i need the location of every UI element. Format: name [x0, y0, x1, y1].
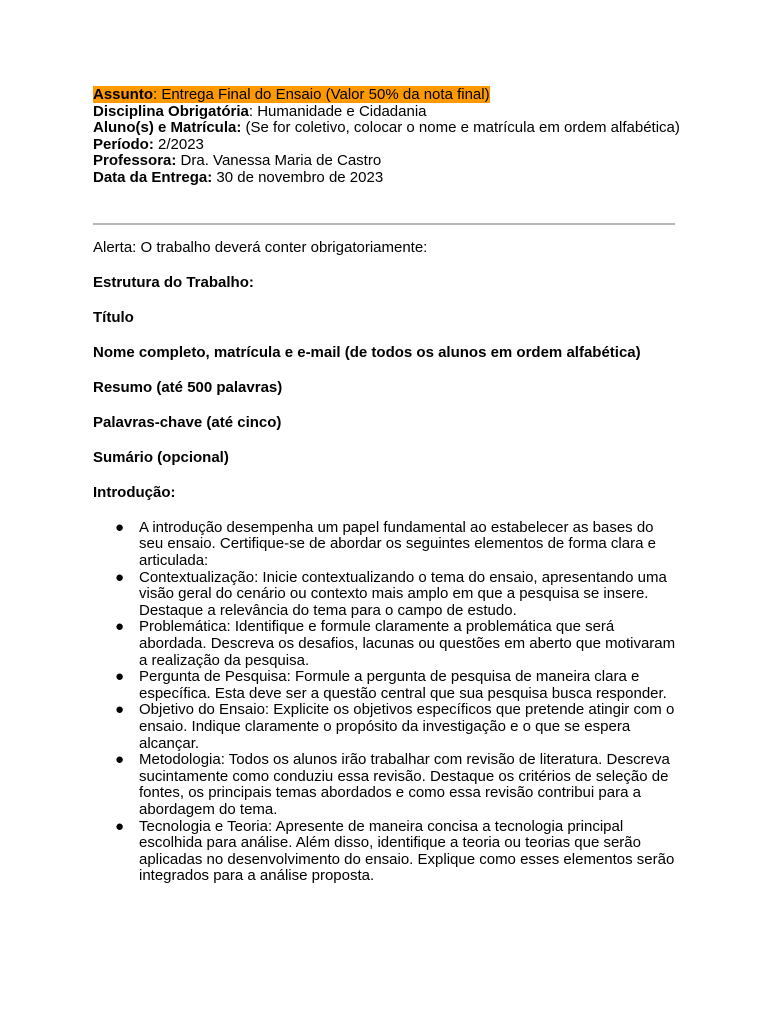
- list-item: [93, 819, 679, 885]
- horizontal-divider: [93, 223, 675, 225]
- resumo-heading: Resumo (até 500 palavras): [93, 378, 283, 396]
- introducao-heading: Introdução:: [93, 483, 176, 501]
- list-item: [93, 520, 679, 570]
- list-item-text: Contextualização: Inicie contextualizando o tema do ensaio, apresentando uma visão geral do cenário ou contexto mais amplo em que a pesquisa se insere. Destaque a relevância do tema para o campo de estudo.: [139, 568, 667, 619]
- alunos-value: (Se for coletivo, colocar o nome e matrícula em ordem alfabética): [241, 119, 680, 137]
- professora-value: Dra. Vanessa Maria de Castro: [176, 152, 382, 170]
- list-item: [93, 669, 679, 702]
- palavras-chave-heading: Palavras-chave (até cinco): [93, 413, 282, 431]
- assunto-highlight: [93, 86, 490, 103]
- alerta-text: Alerta: O trabalho deverá conter obrigatoriamente:: [93, 239, 428, 256]
- disciplina-label: Disciplina Obrigatória: [93, 102, 249, 120]
- data-entrega-value: 30 de novembro de 2023: [212, 168, 384, 186]
- list-item-text: Metodologia: Todos os alunos irão trabalhar com revisão de literatura. Descreva sucintamente como conduziu essa revisão. Destaque os critérios de seleção de fontes, os principais temas abordados e como essa revisão contribui para a abordagem do tema.: [139, 751, 670, 818]
- professora-label: Professora:: [93, 152, 177, 170]
- bullet-icon: ●: [115, 701, 125, 719]
- data-entrega-line: [93, 170, 693, 187]
- nome-heading: Nome completo, matrícula e e-mail (de todos os alunos em ordem alfabética): [93, 343, 641, 361]
- periodo-label: Período:: [93, 135, 154, 153]
- assunto-value: : Entrega Final do Ensaio (Valor 50% da nota final): [153, 86, 490, 103]
- data-entrega-label: Data da Entrega:: [93, 168, 213, 186]
- list-item-text: Tecnologia e Teoria: Apresente de maneira concisa a tecnologia principal escolhida para análise. Além disso, identifique a teoria ou teorias que serão aplicadas no desenvolvimento do ensaio. Explique como esses elementos serão integrados para a análise proposta.: [139, 817, 675, 885]
- bullet-icon: ●: [115, 751, 125, 769]
- bullet-icon: ●: [115, 668, 125, 686]
- document-body: [93, 240, 683, 885]
- professora-line: [93, 153, 693, 170]
- disciplina-line: [93, 104, 693, 121]
- periodo-line: [93, 137, 693, 154]
- assunto-line: [93, 87, 693, 104]
- list-item: [93, 752, 679, 818]
- list-item-text: Problemática: Identifique e formule claramente a problemática que será abordada. Descreva os desafios, lacunas ou questões em aberto que motivaram a realização da pesquisa.: [139, 618, 676, 669]
- alunos-label: Aluno(s) e Matrícula:: [93, 119, 242, 137]
- bullet-icon: ●: [115, 618, 125, 636]
- sumario-heading: Sumário (opcional): [93, 448, 229, 466]
- list-item: [93, 570, 679, 620]
- document-header: [93, 87, 693, 187]
- estrutura-heading: Estrutura do Trabalho:: [93, 273, 254, 291]
- introducao-bullet-list: [93, 520, 683, 885]
- titulo-heading: Título: [93, 308, 134, 326]
- list-item-text: A introdução desempenha um papel fundamental ao estabelecer as bases do seu ensaio. Certifique-se de abordar os seguintes elementos de forma clara e articulada:: [139, 518, 656, 570]
- list-item-text: Objetivo do Ensaio: Explicite os objetivos específicos que pretende atingir com o ensaio. Indique claramente o propósito da investigação e o que se espera alcançar.: [139, 701, 675, 752]
- list-item: [93, 619, 679, 669]
- list-item: [93, 702, 679, 752]
- alunos-line: [93, 120, 693, 137]
- bullet-icon: ●: [115, 568, 125, 586]
- periodo-value: 2/2023: [153, 135, 204, 153]
- list-item-text: Pergunta de Pesquisa: Formule a pergunta de pesquisa de maneira clara e específica. Esta deve ser a questão central que sua pesquisa busca responder.: [139, 668, 667, 702]
- disciplina-value: : Humanidade e Cidadania: [248, 102, 427, 120]
- assunto-label: Assunto: [93, 86, 153, 103]
- bullet-icon: ●: [115, 518, 125, 536]
- bullet-icon: ●: [115, 817, 125, 835]
